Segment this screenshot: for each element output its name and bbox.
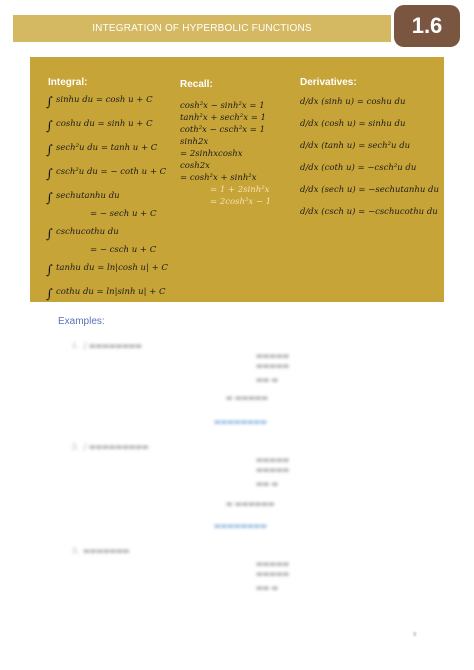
formula-summary-box xyxy=(30,57,444,302)
integral-formula: tanhu du = ln|cosh u| + C xyxy=(56,263,168,273)
identity-line: cosh²x − sinh²x = 1 xyxy=(180,101,265,111)
derivatives-heading: Derivatives: xyxy=(300,77,357,88)
example-problem: 3. ▬▬▬▬▬▬▬ xyxy=(72,547,130,555)
integral-formula: sech²u du = tanh u + C xyxy=(56,143,158,153)
example-work: ▬▬▬▬▬ xyxy=(256,362,290,370)
example-answer: ▬▬▬▬▬▬▬▬ xyxy=(214,418,267,426)
identity-line: cosh2x xyxy=(180,161,210,171)
integral-formula: cothu du = ln|sinh u| + C xyxy=(56,287,166,297)
integral-sign-icon: ∫ xyxy=(46,143,53,158)
integral-formula: coshu du = sinh u + C xyxy=(56,119,153,129)
derivative-formula: (sinh u) = coshu du xyxy=(321,97,406,107)
integral-formula: sechutanhu du xyxy=(56,191,120,201)
identity-line: = 2cosh²x − 1 xyxy=(210,197,272,207)
derivative-formula: (cosh u) = sinhu du xyxy=(321,119,406,129)
derivative-formula: (csch u) = −cschucothu du xyxy=(321,207,438,217)
example-work: ▬▬ ▬ xyxy=(256,376,279,384)
page-title: INTEGRATION OF HYPERBOLIC FUNCTIONS xyxy=(92,23,312,34)
integral-sign-icon: ∫ xyxy=(46,95,53,110)
integral-heading: Integral: xyxy=(48,77,88,88)
identity-line: = 1 + 2sinh²x xyxy=(210,185,270,195)
integral-sign-icon: ∫ xyxy=(46,227,53,242)
header-bar xyxy=(13,15,391,42)
identity-line: coth²x − csch²x = 1 xyxy=(180,125,265,135)
integral-sign-icon: ∫ xyxy=(46,167,53,182)
integral-formula: cschucothu du xyxy=(56,227,119,237)
example-work: ▬▬▬▬▬ xyxy=(256,570,290,578)
integral-formula: csch²u du = − coth u + C xyxy=(56,167,167,177)
integral-formula: = − csch u + C xyxy=(90,245,157,255)
integral-sign-icon: ∫ xyxy=(46,191,53,206)
example-problem: 2. ∫ ▬▬▬▬▬▬▬▬▬ xyxy=(72,443,149,451)
page-number: 9 xyxy=(413,632,417,638)
integral-sign-icon: ∫ xyxy=(46,263,53,278)
identity-line: = cosh²x + sinh²x xyxy=(180,173,257,183)
examples-heading: Examples: xyxy=(58,316,105,327)
derivative-operator: d/dx xyxy=(300,207,319,217)
example-work: ▬▬▬▬▬ xyxy=(256,456,290,464)
derivative-operator: d/dx xyxy=(300,163,319,173)
derivative-operator: d/dx xyxy=(300,141,319,151)
derivative-formula: (tanh u) = sech²u du xyxy=(321,141,411,151)
derivative-operator: d/dx xyxy=(300,185,319,195)
integral-formula: sinhu du = cosh u + C xyxy=(56,95,153,105)
derivative-formula: (sech u) = −sechutanhu du xyxy=(321,185,439,195)
identity-line: tanh²x + sech²x = 1 xyxy=(180,113,266,123)
integral-sign-icon: ∫ xyxy=(46,287,53,302)
recall-heading: Recall: xyxy=(180,79,213,90)
example-answer: ▬▬▬▬▬▬▬▬ xyxy=(214,522,267,530)
identity-line: = 2sinhxcoshx xyxy=(180,149,243,159)
derivative-operator: d/dx xyxy=(300,119,319,129)
derivative-formula: (coth u) = −csch²u du xyxy=(321,163,417,173)
derivative-operator: d/dx xyxy=(300,97,319,107)
example-work: ▬▬▬▬▬ xyxy=(256,466,290,474)
example-work: ▬▬▬▬▬ xyxy=(256,352,290,360)
integral-formula: = − sech u + C xyxy=(90,209,157,219)
example-work: ▬ ▬▬▬▬▬▬ xyxy=(226,500,275,508)
example-work: ▬▬ ▬ xyxy=(256,584,279,592)
identity-line: sinh2x xyxy=(180,137,209,147)
example-work: ▬▬▬▬▬ xyxy=(256,560,290,568)
chapter-badge: 1.6 xyxy=(394,5,460,47)
example-work: ▬ ▬▬▬▬▬ xyxy=(226,394,268,402)
example-work: ▬▬ ▬ xyxy=(256,480,279,488)
example-problem: 1. ∫ ▬▬▬▬▬▬▬▬ xyxy=(72,342,142,350)
integral-sign-icon: ∫ xyxy=(46,119,53,134)
